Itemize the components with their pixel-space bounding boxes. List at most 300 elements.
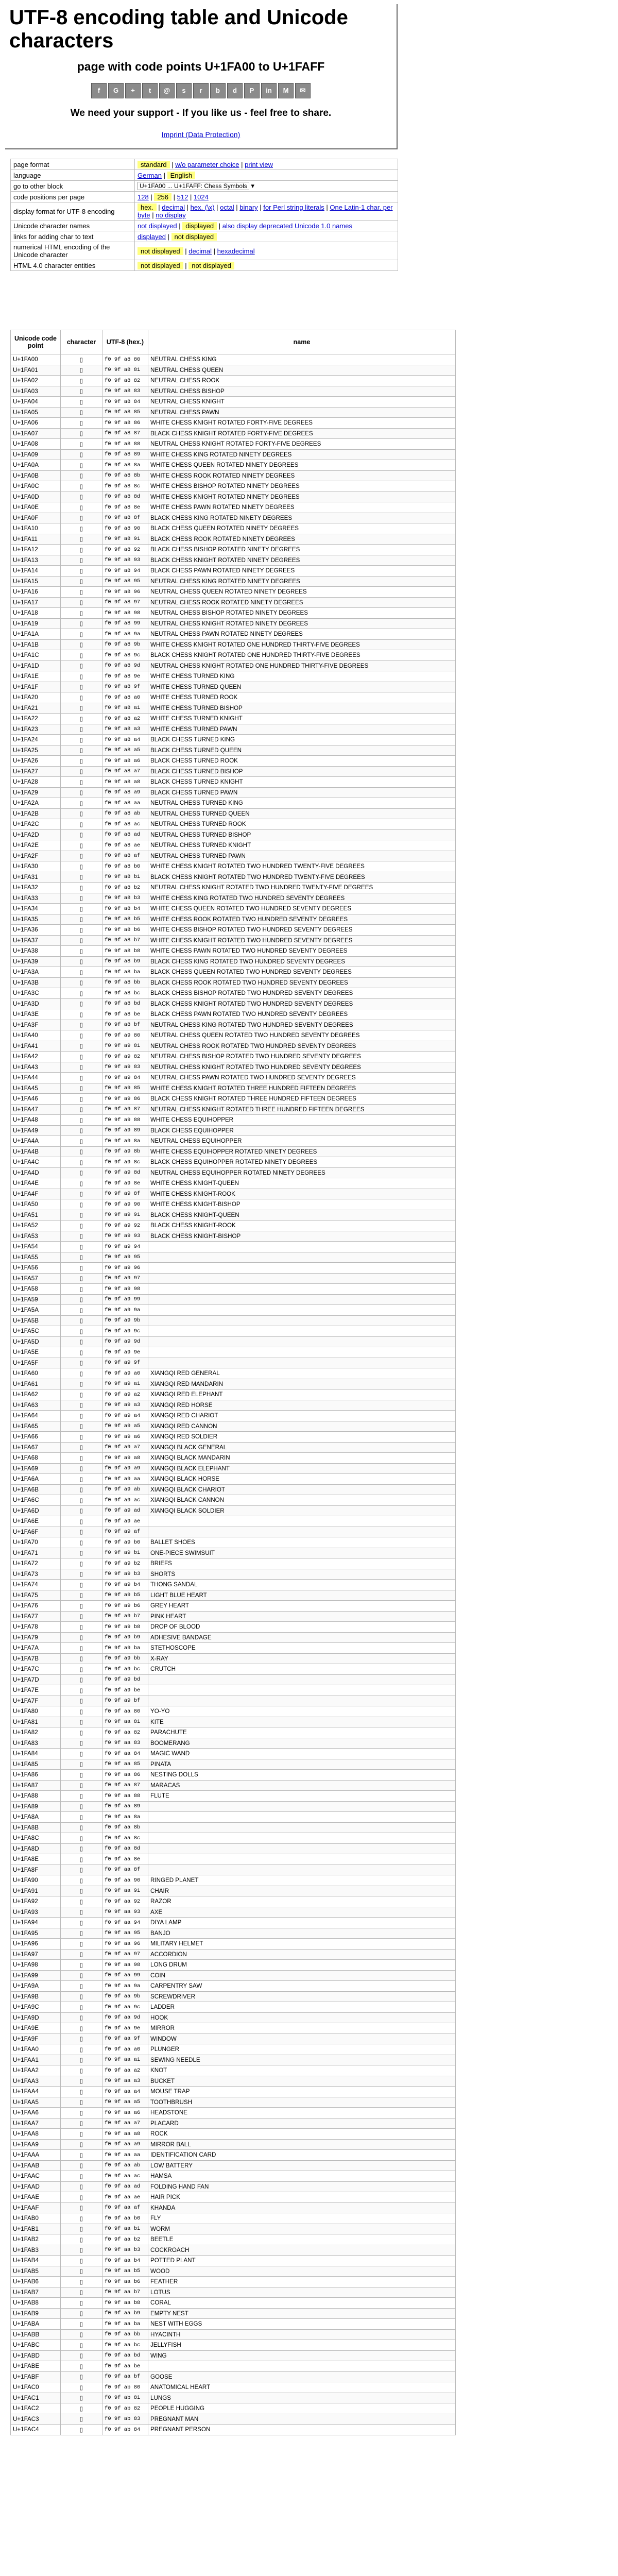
table-row [11, 428, 456, 439]
character-cell: ▯ [61, 1326, 102, 1337]
utf8-cell: f0 9f a8 aa [102, 798, 148, 809]
character-cell: ▯ [61, 1484, 102, 1495]
table-row [11, 1928, 456, 1939]
name-cell: EMPTY NEST [148, 2308, 456, 2319]
name-cell: BLACK CHESS KNIGHT ROTATED NINETY DEGREES [148, 555, 456, 566]
names-on: displayed [182, 222, 217, 230]
name-cell: POTTED PLANT [148, 2256, 456, 2266]
name-cell: MIRROR BALL [148, 2139, 456, 2150]
utf8-cell: f0 9f aa 91 [102, 1886, 148, 1896]
utf8-cell: f0 9f aa 8c [102, 1833, 148, 1844]
character-cell: ▯ [61, 1052, 102, 1062]
character-cell: ▯ [61, 1780, 102, 1791]
character-cell: ▯ [61, 1928, 102, 1939]
codepoint-cell: U+1FA10 [11, 523, 61, 534]
name-cell: SHORTS [148, 1569, 456, 1580]
codepoint-cell: U+1FA4B [11, 1146, 61, 1157]
character-cell: ▯ [61, 2234, 102, 2245]
pinterest-icon[interactable]: P [244, 83, 260, 98]
name-cell [148, 1284, 456, 1295]
utf8-cell: f0 9f a9 b3 [102, 1569, 148, 1580]
utf8-cell: f0 9f a9 8e [102, 1178, 148, 1189]
character-cell: ▯ [61, 904, 102, 914]
character-cell: ▯ [61, 2308, 102, 2319]
table-row [11, 1548, 456, 1558]
character-cell: ▯ [61, 1157, 102, 1168]
utf8-cell: f0 9f a8 81 [102, 365, 148, 376]
page-subtitle: page with code points U+1FA00 to U+1FAFF [77, 60, 325, 73]
utf8-cell: f0 9f a8 8f [102, 513, 148, 523]
table-row [11, 1780, 456, 1791]
codepoint-cell: U+1FA19 [11, 618, 61, 629]
utf8-cell: f0 9f aa bd [102, 2350, 148, 2361]
name-cell: BOOMERANG [148, 1738, 456, 1749]
codepoint-cell: U+1FA30 [11, 861, 61, 872]
table-row [11, 724, 456, 735]
table-row [11, 439, 456, 450]
codepoint-cell: U+1FAA1 [11, 2055, 61, 2065]
utf8-cell: f0 9f a8 b7 [102, 935, 148, 946]
table-row [11, 2403, 456, 2414]
format-binary[interactable]: binary [239, 204, 258, 211]
character-cell: ▯ [61, 935, 102, 946]
utf8-cell: f0 9f aa 84 [102, 1749, 148, 1759]
character-cell: ▯ [61, 777, 102, 788]
codepoint-cell: U+1FA50 [11, 1199, 61, 1210]
codepoint-cell: U+1FA47 [11, 1104, 61, 1115]
name-cell: WHITE CHESS KNIGHT ROTATED TWO HUNDRED TWENTY-FIVE DEGREES [148, 861, 456, 872]
table-row [11, 1674, 456, 1685]
utf8-cell: f0 9f aa 93 [102, 1907, 148, 1918]
character-cell: ▯ [61, 703, 102, 714]
name-cell: BLACK CHESS EQUIHOPPER ROTATED NINETY DEGREES [148, 1157, 456, 1168]
table-row [11, 492, 456, 502]
table-row [11, 861, 456, 872]
table-row [11, 2160, 456, 2171]
table-row [11, 946, 456, 957]
name-cell: XIANGQI BLACK GENERAL [148, 1442, 456, 1453]
character-cell: ▯ [61, 1231, 102, 1242]
numhtml-dec[interactable]: decimal [188, 247, 212, 255]
character-cell: ▯ [61, 1411, 102, 1421]
character-cell: ▯ [61, 977, 102, 988]
table-row [11, 2012, 456, 2023]
format-decimal[interactable]: decimal [162, 204, 185, 211]
codepoint-cell: U+1FAA5 [11, 2097, 61, 2108]
character-cell: ▯ [61, 1125, 102, 1136]
codepoint-cell: U+1FA3B [11, 977, 61, 988]
table-row [11, 502, 456, 513]
utf8-cell: f0 9f a9 a4 [102, 1411, 148, 1421]
name-cell: DIYA LAMP [148, 1918, 456, 1928]
name-cell [148, 2361, 456, 2372]
character-cell: ▯ [61, 967, 102, 978]
table-row [11, 2097, 456, 2108]
codepoint-cell: U+1FAB4 [11, 2256, 61, 2266]
utf8-cell: f0 9f a9 bc [102, 1664, 148, 1675]
utf8-cell: f0 9f a9 85 [102, 1083, 148, 1094]
language-german[interactable]: German [138, 171, 162, 179]
name-cell: WHITE CHESS KNIGHT-ROOK [148, 1189, 456, 1199]
name-cell: YO-YO [148, 1706, 456, 1717]
utf8-cell: f0 9f aa ae [102, 2192, 148, 2203]
codepoint-cell: U+1FA2D [11, 829, 61, 840]
utf8-cell: f0 9f a8 ae [102, 840, 148, 851]
character-cell: ▯ [61, 481, 102, 492]
character-cell: ▯ [61, 1569, 102, 1580]
utf8-cell: f0 9f a8 99 [102, 618, 148, 629]
utf8-cell: f0 9f a8 b5 [102, 914, 148, 925]
character-cell: ▯ [61, 798, 102, 809]
codepoint-cell: U+1FA4F [11, 1189, 61, 1199]
reddit-icon[interactable]: r [193, 83, 209, 98]
name-cell [148, 1252, 456, 1263]
character-cell: ▯ [61, 1696, 102, 1706]
utf8-cell: f0 9f aa 9e [102, 2023, 148, 2034]
name-cell: BUCKET [148, 2076, 456, 2087]
codepoint-cell: U+1FA5F [11, 1358, 61, 1368]
table-row [11, 883, 456, 893]
character-cell: ▯ [61, 2298, 102, 2309]
codepoint-cell: U+1FA2C [11, 819, 61, 830]
name-cell: BLACK CHESS PAWN ROTATED TWO HUNDRED SEVENTY DEGREES [148, 1009, 456, 1020]
codepoint-cell: U+1FAAC [11, 2171, 61, 2182]
codepoint-cell: U+1FA3F [11, 1020, 61, 1030]
character-cell: ▯ [61, 1611, 102, 1622]
character-cell: ▯ [61, 1030, 102, 1041]
character-cell: ▯ [61, 460, 102, 471]
codepoint-cell: U+1FA22 [11, 714, 61, 724]
table-row [11, 1210, 456, 1221]
name-cell: TOOTHBRUSH [148, 2097, 456, 2108]
character-cell: ▯ [61, 1453, 102, 1464]
facebook-icon[interactable]: f [91, 83, 107, 98]
utf8-cell: f0 9f a8 a8 [102, 777, 148, 788]
plus-icon[interactable]: + [125, 83, 141, 98]
character-cell: ▯ [61, 1020, 102, 1030]
links-on[interactable]: displayed [138, 232, 166, 241]
name-cell: LADDER [148, 2002, 456, 2013]
name-cell: NEUTRAL CHESS TURNED KING [148, 798, 456, 809]
name-cell: WINDOW [148, 2033, 456, 2044]
table-row [11, 735, 456, 745]
utf8-cell: f0 9f a8 98 [102, 608, 148, 619]
name-cell: BLACK CHESS TURNED QUEEN [148, 745, 456, 756]
utf8-cell: f0 9f a9 96 [102, 1263, 148, 1274]
linkedin-icon[interactable]: in [261, 83, 277, 98]
name-cell [148, 1843, 456, 1854]
codepoint-cell: U+1FA69 [11, 1463, 61, 1474]
table-row [11, 460, 456, 471]
table-row [11, 1590, 456, 1601]
table-row [11, 1770, 456, 1781]
display-format-label: display format for UTF-8 encoding [11, 202, 135, 221]
format-hex: hex. [138, 204, 157, 211]
name-cell: NEUTRAL CHESS KNIGHT [148, 397, 456, 408]
page-format-print[interactable]: print view [245, 160, 273, 168]
name-cell: XIANGQI RED CANNON [148, 1421, 456, 1432]
table-row [11, 893, 456, 904]
name-cell: WHITE CHESS TURNED QUEEN [148, 682, 456, 692]
table-row [11, 2033, 456, 2044]
table-row [11, 1178, 456, 1189]
character-cell: ▯ [61, 2287, 102, 2298]
table-row [11, 1822, 456, 1833]
character-cell: ▯ [61, 1865, 102, 1875]
utf8-cell: f0 9f aa b1 [102, 2224, 148, 2234]
table-row [11, 1939, 456, 1950]
table-row [11, 449, 456, 460]
character-cell: ▯ [61, 1115, 102, 1126]
utf8-cell: f0 9f a8 be [102, 1009, 148, 1020]
utf8-cell: f0 9f a8 ac [102, 819, 148, 830]
unicode-table [10, 330, 456, 2435]
codepoint-cell: U+1FA6D [11, 1505, 61, 1516]
character-cell: ▯ [61, 1094, 102, 1105]
name-cell: MIRROR [148, 2023, 456, 2034]
names-off[interactable]: not displayed [138, 222, 177, 230]
name-cell: LONG DRUM [148, 1960, 456, 1971]
mix-icon[interactable]: M [278, 83, 294, 98]
codepoint-cell: U+1FAB7 [11, 2287, 61, 2298]
utf8-cell: f0 9f a8 84 [102, 397, 148, 408]
name-cell [148, 1358, 456, 1368]
name-cell: NESTING DOLLS [148, 1770, 456, 1781]
character-cell: ▯ [61, 714, 102, 724]
character-cell: ▯ [61, 829, 102, 840]
character-cell: ▯ [61, 1749, 102, 1759]
format-hex-x[interactable]: hex. (\x) [190, 204, 215, 211]
format-perl[interactable]: for Perl string literals [263, 204, 324, 211]
utf8-cell: f0 9f a9 81 [102, 1041, 148, 1052]
codepoint-cell: U+1FA00 [11, 354, 61, 365]
character-cell: ▯ [61, 428, 102, 439]
utf8-cell: f0 9f aa 85 [102, 1759, 148, 1770]
character-cell: ▯ [61, 1189, 102, 1199]
block-select[interactable]: U+1FA00 ... U+1FAFF: Chess Symbols [138, 182, 249, 190]
name-cell: ADHESIVE BANDAGE [148, 1632, 456, 1643]
utf8-cell: f0 9f a9 b4 [102, 1580, 148, 1590]
utf8-cell: f0 9f a9 9e [102, 1347, 148, 1358]
codepoint-cell: U+1FA1F [11, 682, 61, 692]
character-cell: ▯ [61, 407, 102, 418]
character-cell: ▯ [61, 2118, 102, 2129]
codepoint-cell: U+1FA29 [11, 787, 61, 798]
name-cell: WHITE CHESS BISHOP ROTATED NINETY DEGREES [148, 481, 456, 492]
table-row [11, 1284, 456, 1295]
table-row [11, 1252, 456, 1263]
table-row [11, 397, 456, 408]
codepoint-cell: U+1FAAF [11, 2202, 61, 2213]
character-cell: ▯ [61, 1305, 102, 1316]
utf8-cell: f0 9f aa ba [102, 2319, 148, 2330]
utf8-cell: f0 9f a9 b1 [102, 1548, 148, 1558]
table-row [11, 956, 456, 967]
table-row [11, 2065, 456, 2076]
utf8-cell: f0 9f aa a8 [102, 2129, 148, 2140]
utf8-cell: f0 9f aa a3 [102, 2076, 148, 2087]
character-cell: ▯ [61, 1706, 102, 1717]
character-cell: ▯ [61, 2150, 102, 2161]
table-row [11, 1453, 456, 1464]
utf8-cell: f0 9f a9 8c [102, 1157, 148, 1168]
name-cell: WHITE CHESS QUEEN ROTATED NINETY DEGREES [148, 460, 456, 471]
codepoint-cell: U+1FA27 [11, 766, 61, 777]
positions-512[interactable]: 512 [177, 193, 188, 201]
codepoint-cell: U+1FA87 [11, 1780, 61, 1791]
character-cell: ▯ [61, 470, 102, 481]
format-octal[interactable]: octal [220, 204, 234, 211]
character-cell: ▯ [61, 861, 102, 872]
utf8-cell: f0 9f aa ac [102, 2171, 148, 2182]
name-cell: KITE [148, 1717, 456, 1727]
character-cell: ▯ [61, 386, 102, 397]
name-cell: CARPENTRY SAW [148, 1981, 456, 1992]
utf8-cell: f0 9f a9 b0 [102, 1537, 148, 1548]
utf8-cell: f0 9f a8 bb [102, 977, 148, 988]
name-cell: BLACK CHESS BISHOP ROTATED TWO HUNDRED SEVENTY DEGREES [148, 988, 456, 999]
character-cell: ▯ [61, 883, 102, 893]
format-latin1[interactable]: One Latin-1 char. per byte [138, 204, 393, 219]
utf8-cell: f0 9f a8 8d [102, 492, 148, 502]
chevron-down-icon[interactable]: ▾ [251, 182, 254, 190]
character-cell: ▯ [61, 1949, 102, 1960]
codepoint-cell: U+1FA55 [11, 1252, 61, 1263]
name-cell: BLACK CHESS PAWN ROTATED NINETY DEGREES [148, 566, 456, 577]
character-cell: ▯ [61, 2256, 102, 2266]
character-cell: ▯ [61, 956, 102, 967]
mail-icon[interactable]: ✉ [295, 83, 311, 98]
table-row [11, 798, 456, 809]
character-cell: ▯ [61, 2002, 102, 2013]
name-cell: BLACK CHESS KING ROTATED TWO HUNDRED SEVENTY DEGREES [148, 956, 456, 967]
codepoint-cell: U+1FA25 [11, 745, 61, 756]
google-icon[interactable]: G [108, 83, 124, 98]
table-row [11, 1125, 456, 1136]
codepoint-cell: U+1FAB8 [11, 2298, 61, 2309]
utf8-cell: f0 9f a8 b6 [102, 925, 148, 936]
utf8-cell: f0 9f a9 9d [102, 1336, 148, 1347]
name-cell: WHITE CHESS KING ROTATED NINETY DEGREES [148, 449, 456, 460]
name-cell: BALLET SHOES [148, 1537, 456, 1548]
character-cell: ▯ [61, 1083, 102, 1094]
name-cell [148, 1674, 456, 1685]
utf8-cell: f0 9f a8 93 [102, 555, 148, 566]
name-cell: WHITE CHESS TURNED BISHOP [148, 703, 456, 714]
character-cell: ▯ [61, 545, 102, 555]
codepoint-cell: U+1FA01 [11, 365, 61, 376]
digg-icon[interactable]: d [227, 83, 243, 98]
codepoint-cell: U+1FA34 [11, 904, 61, 914]
character-cell: ▯ [61, 872, 102, 883]
table-row [11, 682, 456, 692]
utf8-cell: f0 9f aa a4 [102, 2087, 148, 2097]
utf8-cell: f0 9f aa a6 [102, 2108, 148, 2119]
positions-1024[interactable]: 1024 [193, 193, 209, 201]
table-row [11, 1537, 456, 1548]
codepoint-cell: U+1FA40 [11, 1030, 61, 1041]
codepoint-cell: U+1FA8E [11, 1854, 61, 1865]
character-cell: ▯ [61, 1432, 102, 1443]
character-cell: ▯ [61, 1315, 102, 1326]
name-cell: WHITE CHESS KNIGHT ROTATED THREE HUNDRED FIFTEEN DEGREES [148, 1083, 456, 1094]
character-cell: ▯ [61, 1505, 102, 1516]
character-cell: ▯ [61, 1643, 102, 1654]
table-row [11, 608, 456, 619]
name-cell: BLACK CHESS KNIGHT-BISHOP [148, 1231, 456, 1242]
character-cell: ▯ [61, 2371, 102, 2382]
table-row [11, 829, 456, 840]
name-cell: HEADSTONE [148, 2108, 456, 2119]
name-cell: NEUTRAL CHESS TURNED PAWN [148, 851, 456, 861]
codepoint-cell: U+1FABB [11, 2329, 61, 2340]
imprint-link[interactable]: Imprint (Data Protection) [161, 130, 241, 139]
character-cell: ▯ [61, 2277, 102, 2287]
name-cell: XIANGQI BLACK MANDARIN [148, 1453, 456, 1464]
codepoint-cell: U+1FAC3 [11, 2414, 61, 2425]
utf8-cell: f0 9f a9 a3 [102, 1400, 148, 1411]
character-cell: ▯ [61, 1389, 102, 1400]
character-cell: ▯ [61, 1812, 102, 1823]
name-cell: NEUTRAL CHESS TURNED KNIGHT [148, 840, 456, 851]
codepoint-cell: U+1FA94 [11, 1918, 61, 1928]
table-row [11, 872, 456, 883]
utf8-cell: f0 9f a9 88 [102, 1115, 148, 1126]
table-row [11, 1411, 456, 1421]
numhtml-hex[interactable]: hexadecimal [217, 247, 255, 255]
codepoint-cell: U+1FA67 [11, 1442, 61, 1453]
skype-icon[interactable]: s [176, 83, 192, 98]
name-cell [148, 1347, 456, 1358]
positions-128[interactable]: 128 [138, 193, 149, 201]
format-none[interactable]: no display [156, 211, 186, 219]
utf8-cell: f0 9f a9 a9 [102, 1463, 148, 1474]
codepoint-cell: U+1FA1D [11, 660, 61, 671]
at-icon[interactable]: @ [159, 83, 175, 98]
name-cell: JELLYFISH [148, 2340, 456, 2351]
table-row [11, 1886, 456, 1896]
table-row [11, 1516, 456, 1527]
table-row [11, 1981, 456, 1992]
table-row [11, 1918, 456, 1928]
character-cell: ▯ [61, 397, 102, 408]
utf8-cell: f0 9f a8 bd [102, 998, 148, 1009]
names-deprecated[interactable]: also display deprecated Unicode 1.0 names [222, 222, 352, 230]
table-row [11, 766, 456, 777]
table-row [11, 1843, 456, 1854]
character-cell: ▯ [61, 1548, 102, 1558]
table-row [11, 1664, 456, 1675]
table-row [11, 1643, 456, 1654]
twitter-icon[interactable]: t [142, 83, 158, 98]
go-block-label: go to other block [11, 181, 135, 192]
table-row [11, 1854, 456, 1865]
table-row [11, 1073, 456, 1083]
character-cell: ▯ [61, 1009, 102, 1020]
character-cell: ▯ [61, 2044, 102, 2055]
name-cell: LUNGS [148, 2393, 456, 2403]
table-row [11, 365, 456, 376]
page-format-noparam[interactable]: w/o parameter choice [175, 160, 239, 168]
utf8-cell: f0 9f a8 8e [102, 502, 148, 513]
table-row [11, 2319, 456, 2330]
bookmark-icon[interactable]: b [210, 83, 226, 98]
codepoint-cell: U+1FA9E [11, 2023, 61, 2034]
name-cell: NEUTRAL CHESS BISHOP ROTATED TWO HUNDRED SEVENTY DEGREES [148, 1052, 456, 1062]
name-cell: XIANGQI BLACK CANNON [148, 1495, 456, 1506]
character-cell: ▯ [61, 1727, 102, 1738]
name-cell: NEUTRAL CHESS TURNED ROOK [148, 819, 456, 830]
